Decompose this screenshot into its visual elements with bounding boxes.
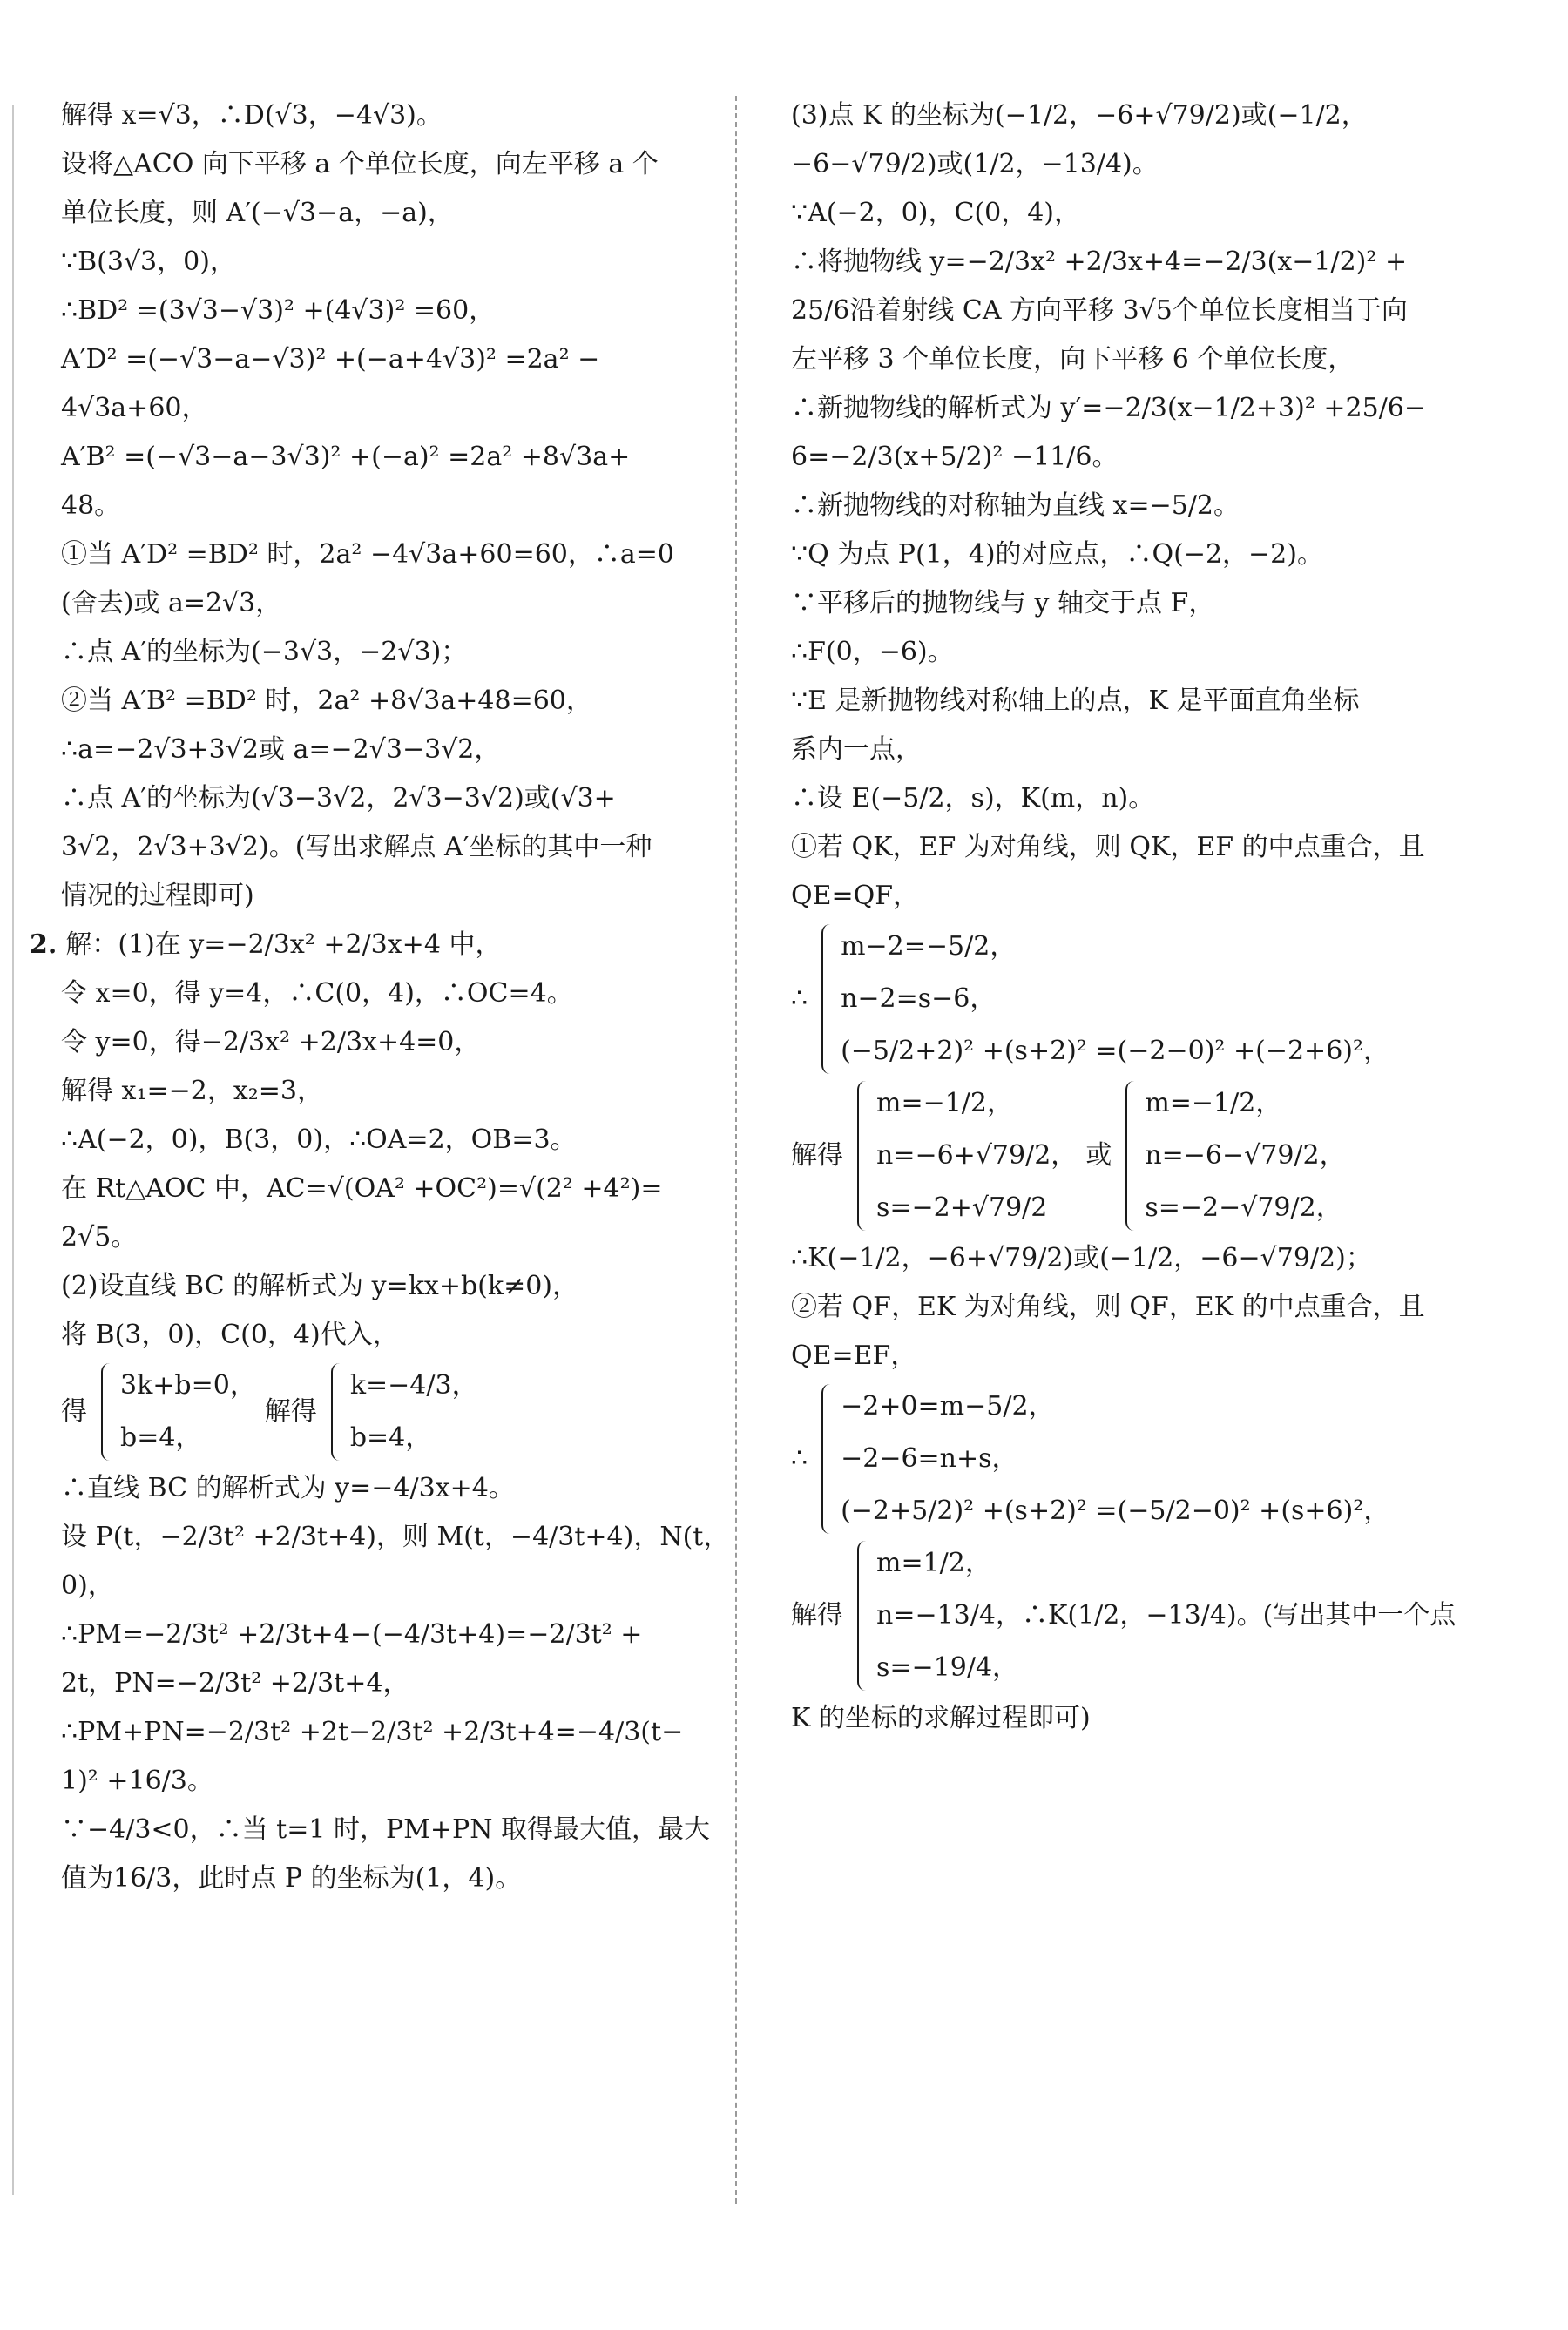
text-line: 2√5。 xyxy=(61,1222,138,1253)
text-line: ①若 QK，EF 为对角线，则 QK，EF 的中点重合，且 xyxy=(791,832,1425,862)
text-line: ②若 QF，EK 为对角线，则 QF，EK 的中点重合，且 xyxy=(791,1292,1425,1322)
text-fragment: ∴ xyxy=(791,1443,808,1474)
left-column xyxy=(30,91,749,1903)
equation-line: n=−6−√79/2， xyxy=(1145,1140,1346,1171)
equation-line: n=−6+√79/2， xyxy=(876,1140,1078,1171)
equation-line: k=−4/3， xyxy=(349,1370,478,1401)
text-line: 3√2，2√3+3√2)。(写出求解点 A′坐标的其中一种 xyxy=(61,832,652,862)
text-line: ∵B(3√3，0)， xyxy=(61,247,236,277)
text-line: 4√3a+60， xyxy=(61,393,208,423)
text-line: 解：(1)在 y=−2/3x² +2/3x+4 中， xyxy=(65,929,502,960)
text-line: ∴PM=−2/3t² +2/3t+4−(−4/3t+4)=−2/3t² + xyxy=(61,1619,643,1650)
equation-system xyxy=(96,1360,256,1464)
text-line: ∵E 是新抛物线对称轴上的点，K 是平面直角坐标 xyxy=(791,685,1360,716)
text-line: ∴点 A′的坐标为(√3−3√2，2√3−3√2)或(√3+ xyxy=(61,783,616,814)
text-line: ∵A(−2，0)，C(0，4)， xyxy=(791,198,1081,228)
equation-solution xyxy=(852,1077,1077,1234)
text-line: QE=QF， xyxy=(791,881,920,911)
equation-line: (−2+5/2)² +(s+2)² =(−5/2−0)² +(s+6)²， xyxy=(841,1496,1390,1526)
text-line: 1)² +16/3。 xyxy=(61,1766,213,1796)
text-line: ∵Q 为点 P(1，4)的对应点，∴Q(−2，−2)。 xyxy=(791,539,1323,570)
equation-line: b=4， xyxy=(120,1422,202,1453)
text-line: A′D² =(−√3−a−√3)² +(−a+4√3)² =2a² − xyxy=(61,344,600,375)
text-line: −6−√79/2)或(1/2，−13/4)。 xyxy=(791,149,1159,179)
text-line: ∴PM+PN=−2/3t² +2t−2/3t² +2/3t+4=−4/3(t− xyxy=(61,1717,684,1747)
equation-line: n−2=s−6， xyxy=(841,983,997,1014)
text-line: 令 x=0，得 y=4，∴C(0，4)，∴OC=4。 xyxy=(61,978,573,1009)
text-line: ∴BD² =(3√3−√3)² +(4√3)² =60， xyxy=(61,295,496,326)
equation-line: (−5/2+2)² +(s+2)² =(−2−0)² +(−2+6)²， xyxy=(841,1036,1390,1066)
text-line: 设 P(t，−2/3t² +2/3t+4)，则 M(t，−4/3t+4)，N(t， xyxy=(61,1522,730,1552)
text-line: (3)点 K 的坐标为(−1/2，−6+√79/2)或(−1/2， xyxy=(791,100,1368,131)
text-line: ∴K(−1/2，−6+√79/2)或(−1/2，−6−√79/2)； xyxy=(791,1243,1372,1273)
text-line: 值为16/3，此时点 P 的坐标为(1，4)。 xyxy=(61,1863,522,1894)
text-line: 系内一点， xyxy=(791,734,922,765)
text-line: QE=EF， xyxy=(791,1341,917,1371)
text-line: ∴a=−2√3+3√2或 a=−2√3−3√2， xyxy=(61,734,501,765)
equation-system-row xyxy=(791,921,1479,1077)
text-line: 令 y=0，得−2/3x² +2/3x+4=0， xyxy=(61,1027,481,1057)
text-fragment: 得 xyxy=(61,1396,87,1427)
text-line: ∴新抛物线的解析式为 y′=−2/3(x−1/2+3)² +25/6− xyxy=(791,393,1427,423)
equation-line: s=−2+√79/2 xyxy=(876,1192,1048,1223)
equation-line: s=−2−√79/2， xyxy=(1145,1192,1342,1223)
equation-line: −2+0=m−5/2， xyxy=(841,1391,1055,1422)
text-line: 2t，PN=−2/3t² +2/3t+4， xyxy=(61,1668,409,1699)
text-line: 0)， xyxy=(61,1570,114,1601)
text-line: K 的坐标的求解过程即可) xyxy=(791,1703,1091,1733)
equation-solution xyxy=(852,1537,1456,1694)
text-line: ∴将抛物线 y=−2/3x² +2/3x+4=−2/3(x−1/2)² + xyxy=(791,247,1408,277)
page-edge-line xyxy=(12,105,14,2195)
text-line: 6=−2/3(x+5/2)² −11/6。 xyxy=(791,442,1119,472)
equation-line: m=−1/2， xyxy=(876,1088,1014,1118)
text-fragment: 解得 xyxy=(264,1396,317,1427)
equation-line: m=−1/2， xyxy=(1145,1088,1282,1118)
question-2-header xyxy=(30,921,749,969)
text-line: 解得 x₁=−2，x₂=3， xyxy=(61,1076,324,1106)
text-line: ∴新抛物线的对称轴为直线 x=−5/2。 xyxy=(791,490,1240,521)
question-number: 2. xyxy=(30,929,57,960)
equation-solution xyxy=(326,1360,478,1464)
equation-solution-row xyxy=(791,1077,1479,1234)
text-fragment: ∴ xyxy=(791,983,808,1014)
text-line: 25/6沿着射线 CA 方向平移 3√5个单位长度相当于向 xyxy=(791,295,1408,326)
equation-system-row xyxy=(791,1381,1479,1537)
text-fragment: 解得 xyxy=(791,1600,843,1631)
text-line: 左平移 3 个单位长度，向下平移 6 个单位长度， xyxy=(791,344,1355,375)
text-line: ∴设 E(−5/2，s)，K(m，n)。 xyxy=(791,783,1155,814)
text-line: 将 B(3，0)，C(0，4)代入， xyxy=(61,1320,399,1350)
equation-system xyxy=(816,1381,1389,1537)
equation-solution-row xyxy=(791,1537,1479,1694)
text-line: ∴点 A′的坐标为(−3√3，−2√3)； xyxy=(61,637,468,667)
text-line: ∴A(−2，0)，B(3，0)，∴OA=2，OB=3。 xyxy=(61,1124,577,1155)
text-line: 在 Rt△AOC 中，AC=√(OA² +OC²)=√(2² +4²)= xyxy=(61,1173,663,1204)
equation-line: m=1/2， xyxy=(876,1548,991,1578)
text-line: ∴直线 BC 的解析式为 y=−4/3x+4。 xyxy=(61,1473,515,1503)
text-line: 情况的过程即可) xyxy=(61,881,254,911)
text-fragment: 解得 xyxy=(791,1140,843,1171)
equation-solution xyxy=(1120,1077,1345,1234)
equation-line: −2−6=n+s， xyxy=(841,1443,1018,1474)
text-line: 48。 xyxy=(61,490,121,521)
text-line: (2)设直线 BC 的解析式为 y=kx+b(k≠0)， xyxy=(61,1271,578,1301)
text-line: ①当 A′D² =BD² 时，2a² −4√3a+60=60，∴a=0 xyxy=(61,539,675,570)
text-line: ∵−4/3<0，∴当 t=1 时，PM+PN 取得最大值，最大 xyxy=(61,1814,711,1845)
equation-line: 3k+b=0， xyxy=(120,1370,256,1401)
text-line: 设将△ACO 向下平移 a 个单位长度，向左平移 a 个 xyxy=(61,149,659,179)
equation-system xyxy=(816,921,1389,1077)
equation-line: b=4， xyxy=(349,1422,432,1453)
text-line: ∴F(0，−6)。 xyxy=(791,637,954,667)
equation-line: s=−19/4， xyxy=(876,1652,1019,1683)
right-column xyxy=(791,91,1479,1743)
equation-system-row xyxy=(61,1360,749,1464)
text-line: 单位长度，则 A′(−√3−a，−a)， xyxy=(61,198,454,228)
text-line: 解得 x=√3，∴D(√3，−4√3)。 xyxy=(61,100,443,131)
equation-line: m−2=−5/2， xyxy=(841,931,1017,962)
text-line: (舍去)或 a=2√3， xyxy=(61,588,282,618)
text-line: ∵平移后的抛物线与 y 轴交于点 F， xyxy=(791,588,1215,618)
equation-line: n=−13/4，∴K(1/2，−13/4)。(写出其中一个点 xyxy=(876,1600,1456,1631)
text-fragment: 或 xyxy=(1085,1140,1112,1171)
text-line: A′B² =(−√3−a−3√3)² +(−a)² =2a² +8√3a+ xyxy=(61,442,631,472)
text-line: ②当 A′B² =BD² 时，2a² +8√3a+48=60， xyxy=(61,685,592,716)
